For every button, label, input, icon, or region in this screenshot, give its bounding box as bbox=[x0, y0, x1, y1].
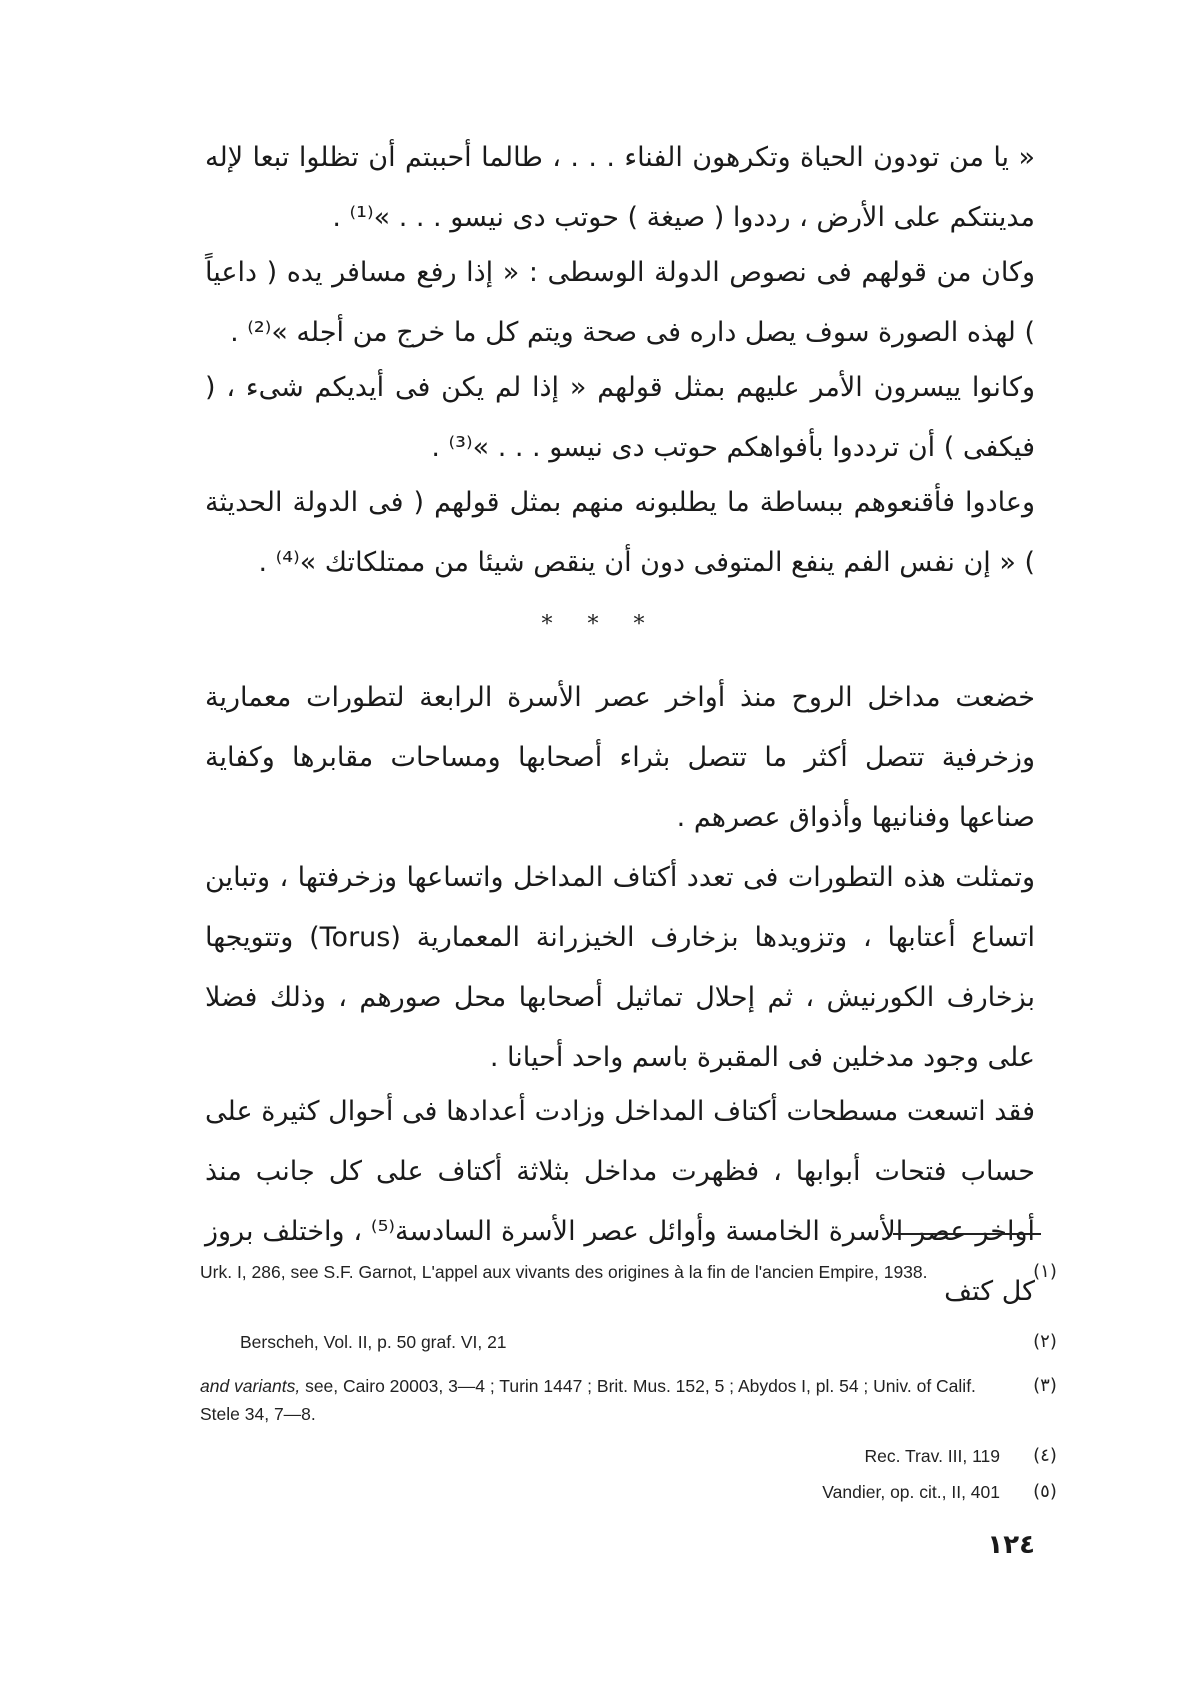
footnote-divider bbox=[893, 1233, 1041, 1235]
paragraph-7: فقد اتسعت مسطحات أكتاف المداخل وزادت أعدادها فى أحوال كثيرة على حساب فتحات أبوابها ، فظهرت مداخل بثلاثة أكتاف على كل جانب منذ أواخر عصر الأسرة الخامسة وأوائل عصر الأسرة السادسة⁽⁵⁾ ، واختلف بروز كل كتف bbox=[205, 1096, 1035, 1307]
footnote-3-text bbox=[200, 1372, 1070, 1428]
section-separator: * * * bbox=[541, 612, 659, 637]
footnote-1-text: Urk. I, 286, see S.F. Garnot, L'appel aux vivants des origines à la fin de l'ancien Empire, 1938. bbox=[200, 1262, 928, 1282]
paragraph-6: وتمثلت هذه التطورات فى تعدد أكتاف المداخل واتساعها وزخرفتها ، وتباين اتساع أعتابها ، وتزويدها بزخارف الخيزرانة المعمارية (Torus) وتتويجها بزخارف الكورنيش ، ثم إحلال تماثيل أصحابها محل صورهم ، وذلك فضلا على وجود مدخلين فى المقبرة باسم واحد أحيانا . bbox=[205, 862, 1035, 1073]
paragraph-3: وكانوا ييسرون الأمر عليهم بمثل قولهم « إذا لم يكن فى أيديكم شىء ، ( فيكفى ) أن ترددوا بأفواهكم حوتب دى نيسو . . . »⁽³⁾ . bbox=[205, 372, 1035, 463]
footnote-4 bbox=[200, 1442, 1070, 1470]
footnote-3-number: (٣) bbox=[1033, 1375, 1057, 1396]
paragraph-2: وكان من قولهم فى نصوص الدولة الوسطى : « إذا رفع مسافر يده ( داعياً ) لهذه الصورة سوف يصل داره فى صحة ويتم كل ما خرج من أجله »⁽²⁾ . bbox=[205, 257, 1035, 348]
footnote-1 bbox=[200, 1258, 1070, 1286]
footnote-5 bbox=[200, 1478, 1070, 1506]
paragraph-5: خضعت مداخل الروح منذ أواخر عصر الأسرة الرابعة لتطورات معمارية وزخرفية تتصل أكثر ما تتصل بثراء أصحابها ومساحات مقابرها وكفاية صناعها وفنانيها وأذواق عصرهم . bbox=[205, 682, 1035, 833]
footnote-3 bbox=[200, 1372, 1070, 1428]
page-number: ١٢٤ bbox=[987, 1530, 1035, 1560]
footnote-3-italic: and variants, bbox=[200, 1376, 301, 1396]
footnote-4-number: (٤) bbox=[1033, 1445, 1057, 1466]
footnote-1-number: (١) bbox=[1033, 1261, 1057, 1282]
footnote-2-text: Berscheh, Vol. II, p. 50 graf. VI, 21 bbox=[240, 1332, 507, 1352]
footnote-3-body: see, Cairo 20003, 3—4 ; Turin 1447 ; Brit. Mus. 152, 5 ; Abydos I, pl. 54 ; Univ. of Calif. Stele 34, 7—8. bbox=[200, 1376, 976, 1424]
paragraph-4: وعادوا فأقنعوهم ببساطة ما يطلبونه منهم بمثل قولهم ( فى الدولة الحديثة ) « إن نفس الفم ينفع المتوفى دون أن ينقص شيئا من ممتلكاتك »⁽⁴⁾ . bbox=[205, 487, 1035, 578]
footnote-2 bbox=[200, 1328, 1070, 1356]
footnote-5-text: Vandier, op. cit., II, 401 bbox=[822, 1482, 1000, 1502]
paragraph-1: « يا من تودون الحياة وتكرهون الفناء . . . ، طالما أحببتم أن تظلوا تبعا لإله مدينتكم على الأرض ، رددوا ( صيغة ) حوتب دى نيسو . . . »⁽¹⁾ . bbox=[205, 142, 1035, 233]
footnote-2-number: (٢) bbox=[1033, 1331, 1057, 1352]
footnote-4-text: Rec. Trav. III, 119 bbox=[864, 1446, 1000, 1466]
footnote-5-number: (٥) bbox=[1033, 1481, 1057, 1502]
